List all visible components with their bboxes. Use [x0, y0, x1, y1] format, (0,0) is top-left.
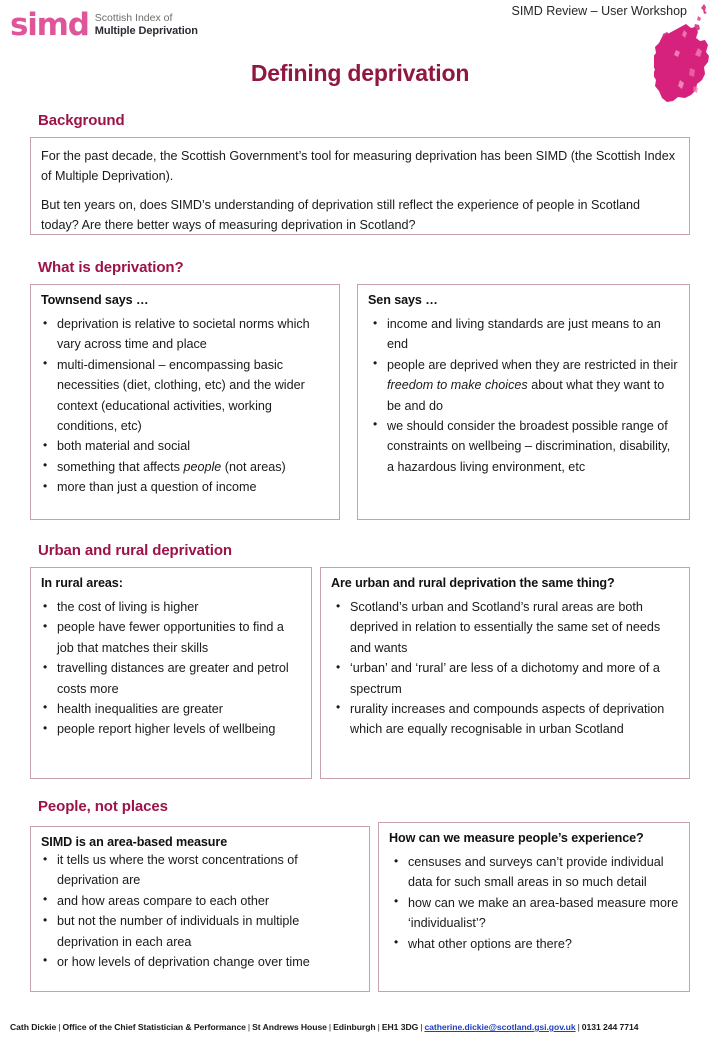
- footer-separator: |: [58, 1022, 61, 1032]
- footer-office: Office of the Chief Statistician & Performance: [62, 1022, 246, 1032]
- list-item: • censuses and surveys can’t provide individual data for such small areas in so much detail: [389, 852, 679, 893]
- section-heading-background: Background: [38, 112, 125, 129]
- list-item: • the cost of living is higher: [41, 597, 301, 617]
- footer-phone: 0131 244 7714: [581, 1022, 639, 1032]
- footer-separator: |: [328, 1022, 332, 1032]
- list-item: • multi-dimensional – encompassing basic necessities (diet, clothing, etc) and the wider context (educational activities, working conditions, etc): [41, 355, 329, 437]
- list-item: • ‘urban’ and ‘rural’ are less of a dichotomy and more of a spectrum: [331, 658, 679, 699]
- list-item: • more than just a question of income: [41, 477, 329, 497]
- list-item: • both material and social: [41, 436, 329, 456]
- section-heading-urban-and-rural: Urban and rural deprivation: [38, 542, 232, 559]
- list-item: • we should consider the broadest possible range of constraints on wellbeing – discrimination, disability, a hazardous living environment, etc: [368, 416, 679, 477]
- page-title: Defining deprivation: [250, 60, 470, 86]
- background-box: [30, 137, 690, 235]
- sen-bullet-list: [368, 314, 679, 477]
- townsend-box: [30, 284, 340, 520]
- list-item: • something that affects people (not areas): [41, 457, 329, 477]
- list-item: • health inequalities are greater: [41, 699, 301, 719]
- urban-rural-same-thing-box: [320, 567, 690, 779]
- footer-email-link[interactable]: catherine.dickie@scotland.gsi.gov.uk: [424, 1022, 576, 1032]
- urban-rural-same-thing-box-title: Are urban and rural deprivation the same thing?: [331, 576, 615, 590]
- list-item: • income and living standards are just means to an end: [368, 314, 679, 355]
- in-rural-areas-box: [30, 567, 312, 779]
- townsend-box-title: Townsend says …: [41, 293, 149, 307]
- background-paragraph-1: For the past decade, the Scottish Government’s tool for measuring deprivation has been SIMD (the Scottish Index of Multiple Deprivation).: [41, 149, 675, 184]
- list-item: • how can we make an area-based measure more ‘individualist’?: [389, 893, 679, 934]
- urban-rural-same-thing-bullet-list: [331, 597, 679, 740]
- in-rural-areas-bullet-list: [41, 597, 301, 740]
- measure-experience-box-title: How can we measure people’s experience?: [389, 831, 644, 845]
- footer: [10, 1022, 716, 1032]
- footer-separator: |: [420, 1022, 423, 1032]
- simd-area-based-box-title: SIMD is an area-based measure: [41, 835, 228, 849]
- footer-separator: |: [247, 1022, 251, 1032]
- list-item: • people have fewer opportunities to find a job that matches their skills: [41, 617, 301, 658]
- in-rural-areas-box-title: In rural areas:: [41, 576, 123, 590]
- simd-area-based-box: [30, 826, 370, 992]
- list-item: • travelling distances are greater and petrol costs more: [41, 658, 301, 699]
- workshop-label: SIMD Review – User Workshop: [511, 4, 687, 18]
- measure-experience-bullet-list: [389, 852, 679, 954]
- list-item: • what other options are there?: [389, 934, 679, 954]
- sen-box: [357, 284, 690, 520]
- simd-logo-text: [95, 13, 198, 40]
- list-item: • it tells us where the worst concentrations of deprivation are: [41, 850, 359, 891]
- measure-experience-box: [378, 822, 690, 992]
- list-item: • and how areas compare to each other: [41, 891, 359, 911]
- footer-separator: |: [377, 1022, 380, 1032]
- list-item: • deprivation is relative to societal norms which vary across time and place: [41, 314, 329, 355]
- scotland-map-icon: [654, 0, 716, 108]
- simd-logo-wordmark: simd: [10, 6, 89, 43]
- townsend-bullet-list: [41, 314, 329, 498]
- list-item: • people report higher levels of wellbeing: [41, 719, 301, 739]
- footer-city: Edinburgh: [333, 1022, 376, 1032]
- footer-postcode: EH1 3DG: [381, 1022, 419, 1032]
- list-item: • rurality increases and compounds aspects of deprivation which are equally recognisable in urban Scotland: [331, 699, 679, 740]
- list-item: • people are deprived when they are restricted in their freedom to make choices about what they want to be and do: [368, 355, 679, 416]
- simd-logo-line-1: Scottish Index of: [94, 11, 173, 24]
- simd-logo-line-2: Multiple Deprivation: [94, 24, 198, 37]
- section-heading-people-not-places: People, not places: [38, 798, 168, 815]
- footer-building: St Andrews House: [252, 1022, 327, 1032]
- simd-logo: [10, 6, 198, 43]
- list-item: • or how levels of deprivation change over time: [41, 952, 359, 972]
- sen-box-title: Sen says …: [368, 293, 438, 307]
- simd-area-based-bullet-list: [41, 850, 359, 972]
- list-item: • Scotland’s urban and Scotland’s rural areas are both deprived in relation to essentially the same set of needs and wants: [331, 597, 679, 658]
- footer-separator: |: [577, 1022, 580, 1032]
- list-item: • but not the number of individuals in multiple deprivation in each area: [41, 911, 359, 952]
- footer-name: Cath Dickie: [10, 1022, 57, 1032]
- section-heading-what-is-deprivation: What is deprivation?: [38, 259, 184, 276]
- background-paragraph-2: But ten years on, does SIMD’s understanding of deprivation still reflect the experience of people in Scotland today? Are there better ways of measuring deprivation in Scotland?: [41, 197, 641, 233]
